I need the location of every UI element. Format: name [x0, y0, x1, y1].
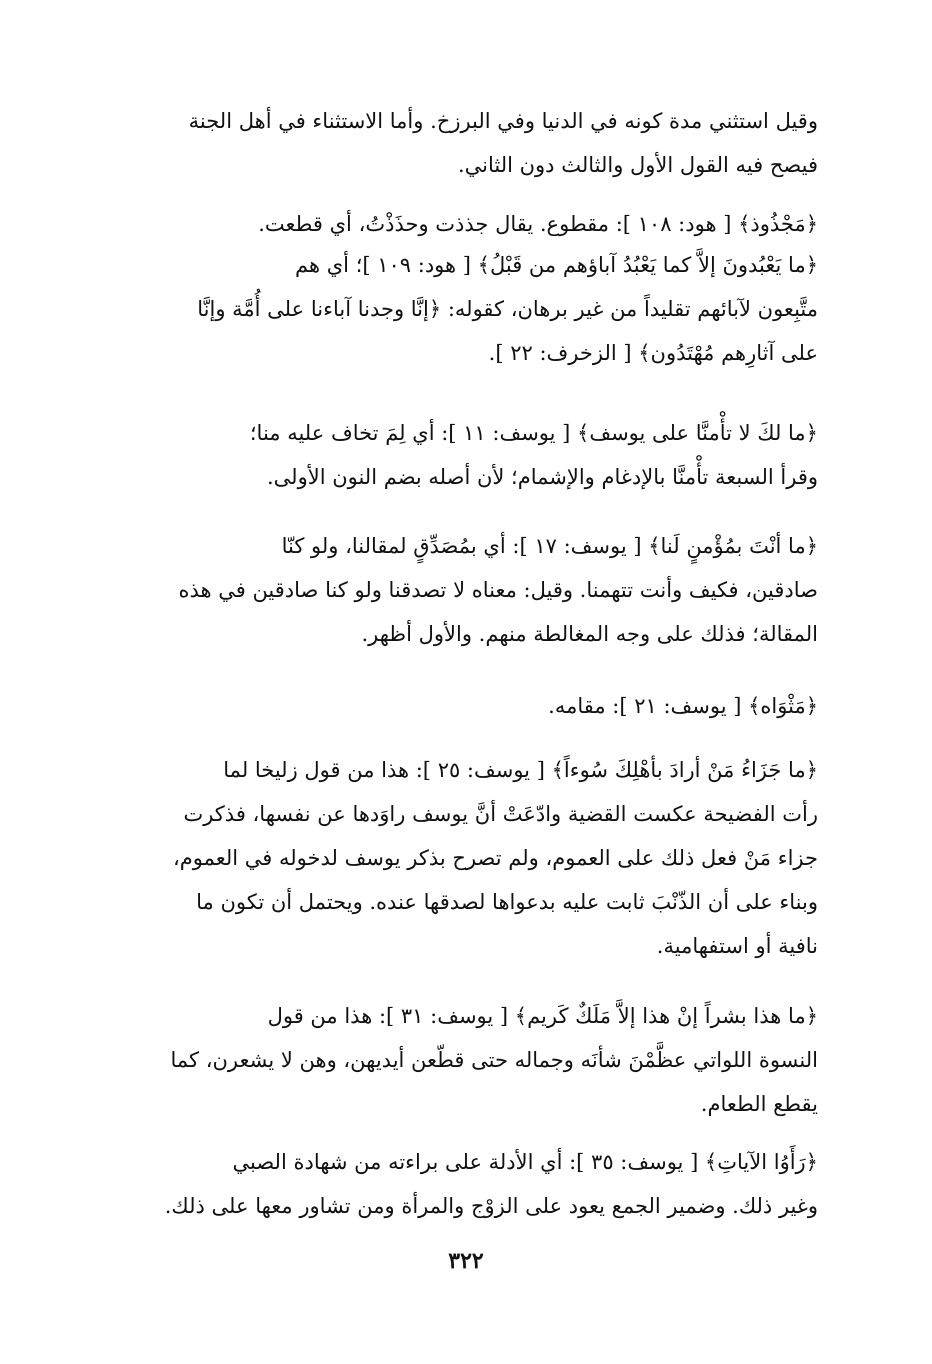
paragraph-p8 — [104, 994, 818, 1126]
text-line: متَّبِعون لآبائهم تقليداً من غير برهان، كقوله: ﴿إنَّا وجدنا آباءنا على أُمَّة وإنَّا — [197, 297, 818, 321]
paragraph-p3 — [104, 243, 818, 375]
text-line: النسوة اللواتي عظَّمْنَ شأنَه وجماله حتى قطّعن أيديهن، وهن لا يشعرن، كما — [170, 1048, 818, 1072]
text-line: صادقين، فكيف وأنت تتهمنا. وقيل: معناه لا تصدقنا ولو كنا صادقين في هذه — [178, 578, 818, 602]
text-line: فيصح فيه القول الأول والثالث دون الثاني. — [457, 153, 818, 177]
text-line: يقطع الطعام. — [700, 1092, 818, 1116]
paragraph-p7 — [104, 748, 818, 968]
text-line: جزاء مَنْ فعل ذلك على العموم، ولم تصرح بذكر يوسف لدخوله في العموم، — [172, 846, 818, 870]
text-line: ﴿ما أنْتَ بمُؤْمنٍ لَنا﴾ [ يوسف: ١٧ ]: أي بمُصَدِّقٍ لمقالنا، ولو كنّا — [281, 534, 818, 558]
text-line: ﴿مَجْذُوذ﴾ [ هود: ١٠٨ ]: مقطوع. يقال جذذت وحذَذْتُ، أي قطعت. — [258, 212, 818, 236]
paragraph-p6 — [104, 684, 818, 728]
text-line: ﴿ما لكَ لا تأْمنَّا على يوسف﴾ [ يوسف: ١١ ]: أي لِمَ تخاف عليه منا؛ — [249, 421, 818, 445]
text-line: المقالة؛ فذلك على وجه المغالطة منهم. والأول أظهر. — [361, 622, 818, 646]
paragraph-p9 — [104, 1140, 818, 1228]
text-line: ﴿ما هذا بشراً إنْ هذا إلاَّ مَلَكٌ كَريم﴾ [ يوسف: ٣١ ]: هذا من قول — [267, 1004, 818, 1028]
text-line: ﴿رَأَوُا الآياتِ﴾ [ يوسف: ٣٥ ]: أي الأدلة على براءته من شهادة الصبي — [232, 1150, 818, 1174]
text-line: وبناء على أن الذّنْبَ ثابت عليه بدعواها لصدقها عنده. ويحتمل أن تكون ما — [196, 890, 818, 914]
text-line: ﴿ما جَزَاءُ مَنْ أرادَ بأهْلِكَ سُوءاً﴾ [ يوسف: ٢٥ ]: هذا من قول زليخا لما — [223, 758, 818, 782]
text-line: وغير ذلك. وضمير الجمع يعود على الزوْج والمرأة ومن تشاور معها على ذلك. — [164, 1194, 818, 1218]
text-line: ﴿ما يَعْبُدونَ إلاَّ كما يَعْبُدُ آباؤهم من قَبْلُ﴾ [ هود: ١٠٩ ]؛ أي هم — [295, 253, 818, 277]
paragraph-p4 — [104, 411, 818, 499]
text-line: نافية أو استفهامية. — [656, 934, 818, 958]
paragraph-p1 — [104, 99, 818, 187]
text-line: على آثارِهم مُهْتَدُون﴾ [ الزخرف: ٢٢ ]. — [488, 341, 818, 365]
paragraph-p5 — [104, 524, 818, 656]
paragraph-p2 — [104, 202, 818, 246]
text-line: رأت الفضيحة عكست القضية وادّعَتْ أنَّ يوسف راوَدها عن نفسها، فذكرت — [183, 802, 818, 826]
text-line: ﴿مَثْوَاه﴾ [ يوسف: ٢١ ]: مقامه. — [548, 694, 818, 718]
page-number: ٣٢٢ — [448, 1248, 484, 1274]
text-line: وقرأ السبعة تأْمنَّا بالإدغام والإشمام؛ لأن أصله بضم النون الأولى. — [267, 465, 818, 489]
text-line: وقيل استثني مدة كونه في الدنيا وفي البرزخ. وأما الاستثناء في أهل الجنة — [188, 109, 818, 133]
